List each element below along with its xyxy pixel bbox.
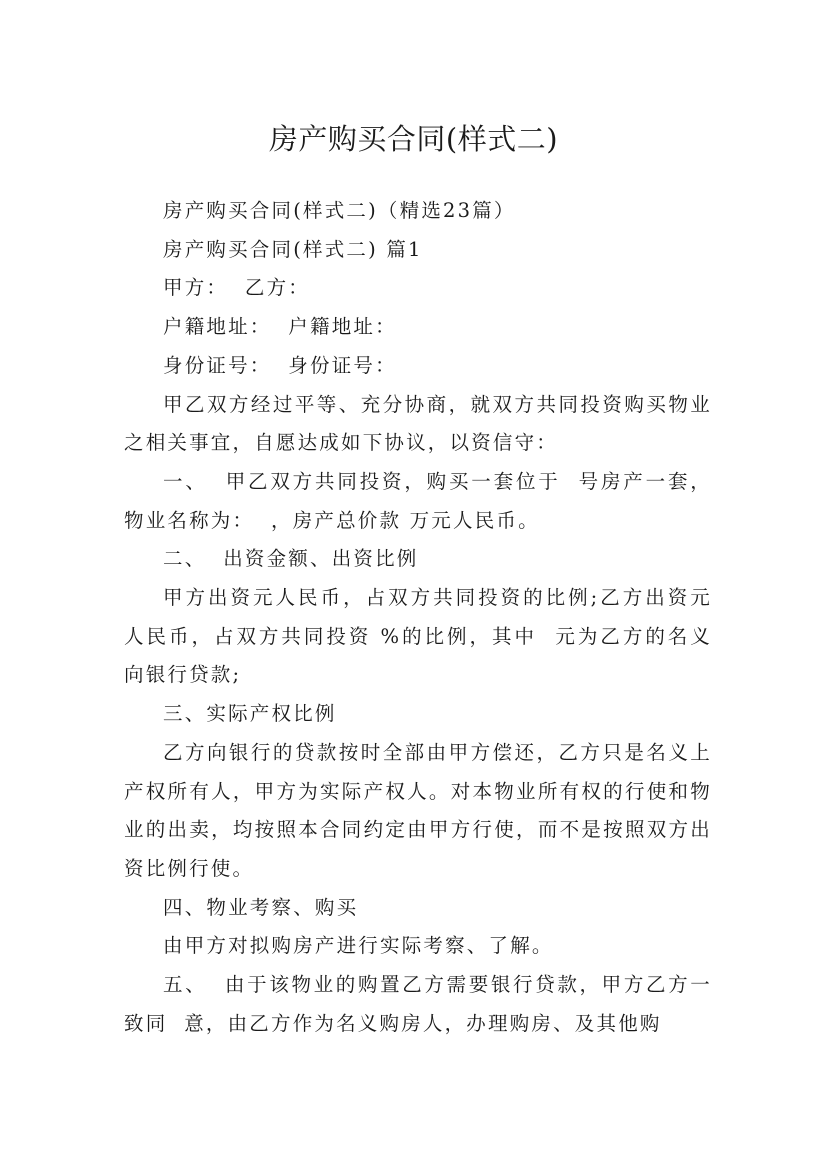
document-title: 房产购买合同(样式二) <box>268 122 559 157</box>
paragraph-clause-2-body: 甲方出资元人民币，占双方共同投资的比例;乙方出资元人民币，占双方共同投资 %的比例，其中 元为乙方的名义向银行贷款; <box>124 586 712 687</box>
paragraph-clause-2-heading: 二、 出资金额、出资比例 <box>163 547 419 571</box>
paragraph-id-number: 身份证号： 身份证号： <box>163 353 397 377</box>
paragraph-clause-5: 五、 由于该物业的购置乙方需要银行贷款，甲方乙方一致同 意，由乙方作为名义购房人，办理购房、及其他购 <box>124 973 712 1035</box>
paragraph-clause-4-body: 由甲方对拟购房产进行实际考察、了解。 <box>163 934 554 958</box>
paragraph-clause-1: 一、 甲乙双方共同投资，购买一套位于 号房产一套，物业名称为： ，房产总价款 万元人民币。 <box>124 469 712 532</box>
document-body <box>124 192 712 1043</box>
paragraph-clause-3-body: 乙方向银行的贷款按时全部由甲方偿还，乙方只是名义上产权所有人，甲方为实际产权人。对本物业所有权的行使和物业的出卖，均按照本合同约定由甲方行使，而不是按照双方出资比例行使。 <box>124 740 712 880</box>
paragraph-clause-4-heading: 四、物业考察、购买 <box>163 895 359 919</box>
paragraph-subtitle: 房产购买合同(样式二)（精选23篇） <box>163 199 516 222</box>
paragraph-clause-3-heading: 三、实际产权比例 <box>163 702 337 726</box>
paragraph-parties: 甲方： 乙方： <box>163 276 310 300</box>
paragraph-address: 户籍地址： 户籍地址： <box>163 315 397 339</box>
paragraph-intro: 甲乙双方经过平等、充分协商，就双方共同投资购买物业之相关事宜，自愿达成如下协议，以资信守： <box>124 392 712 455</box>
paragraph-section-heading: 房产购买合同(样式二) 篇1 <box>163 237 423 261</box>
